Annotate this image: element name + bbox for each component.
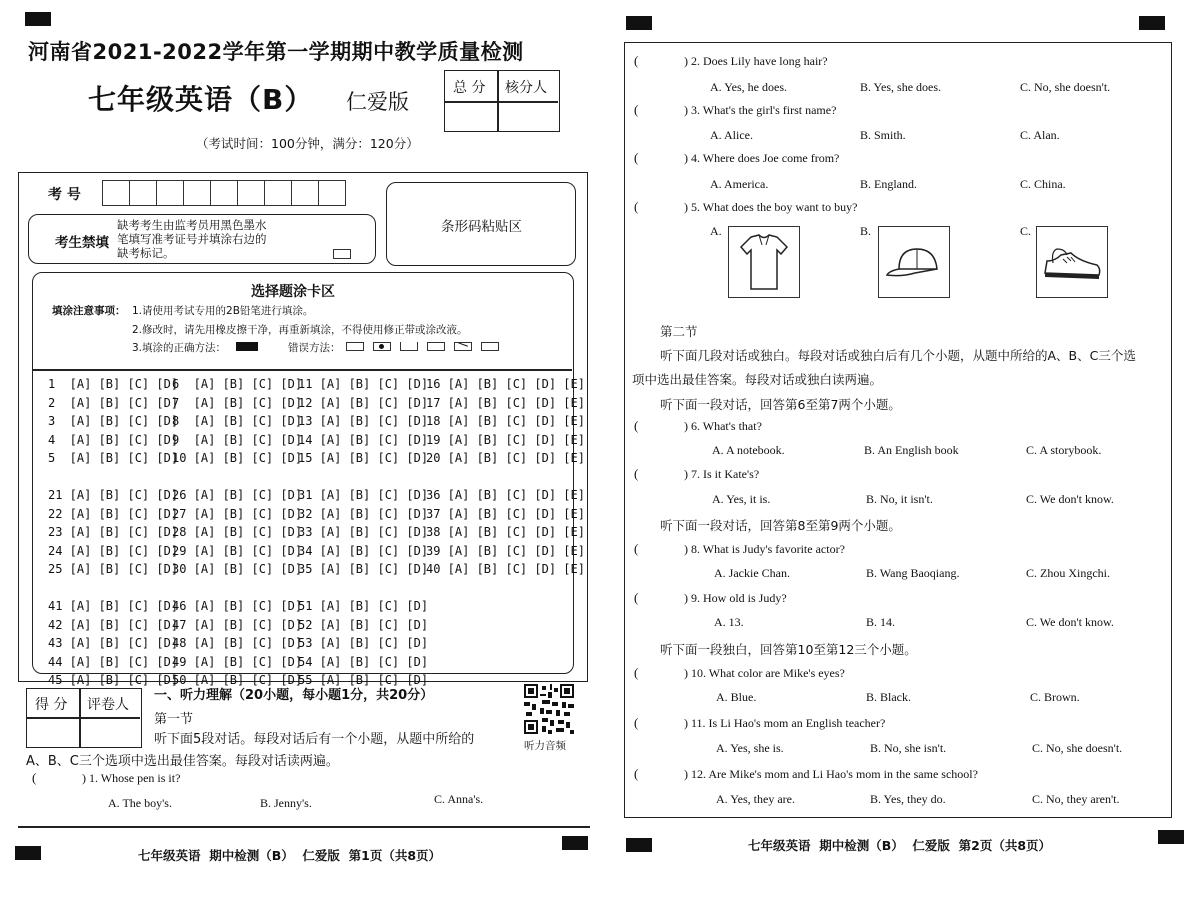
alignment-mark [562,836,588,850]
answer-paren[interactable]: ( [32,770,37,785]
question-1: ) 1. Whose pen is it? [82,771,181,785]
q12-option-b: B. Yes, they do. [870,792,946,806]
total-score-table [444,70,560,132]
question-6: ) 6. What's that? [684,419,762,433]
page1-bottom-rule [18,826,590,828]
q2-option-b: B. Yes, she does. [860,80,942,94]
q9-option-b: B. 14. [866,615,896,629]
exam-no-label: 考 号 [48,187,81,203]
answer-paren[interactable]: ( [634,665,639,680]
q6-option-c: C. A storybook. [1026,443,1102,457]
checker-label: 核分人 [505,80,547,96]
question-3: ) 3. What's the girl's first name? [684,103,837,117]
answer-paren[interactable]: ( [634,102,639,117]
exam-info: （考试时间：100分钟，满分：120分） [196,136,419,151]
q9-option-a: A. 13. [714,615,744,629]
answer-grid-col-4[interactable]: 16 [A] [B] [C] [D] [E] 17 [A] [B] [C] [D] [E] 18 [A] [B] [C] [D] [E] 19 [A] [B] [C] [D] [E] 20 [A] [B] [C] [D] [E] 36 [A] [B] [C] [D] [E] 37 [A] [B] [C] [D] [E] 38 [A] [B] [C] [D] [E] 39 [A] [B] [C] [D] [E] 40 [A] [B] [C] [D] [E] [426,377,585,576]
q1-option-c: C. Anna's. [434,792,484,806]
section1-desc-1: 听下面5段对话。每段对话后有一个小题，从题中所给的 [154,732,475,747]
answer-paren[interactable]: ( [634,150,639,165]
q11-option-c: C. No, she doesn't. [1032,741,1123,755]
edition-label: 仁爱版 [346,90,409,114]
section1-title: 第一节 [154,712,194,727]
question-5: ) 5. What does the boy want to buy? [684,200,858,214]
answer-grid-col-1[interactable]: 1 [A] [B] [C] [D] 2 [A] [B] [C] [D] 3 [A] [B] [C] [D] 4 [A] [B] [C] [D] 5 [A] [B] [C] [D] 21 [A] [B] [C] [D] 22 [A] [B] [C] [D] 23 [A] [B] [C] [D] 24 [A] [B] [C] [D] 25 [A] [B] [C] [D] 41 [A] [B] [C] [D] 42 [A] [B] [C] [D] 43 [A] [B] [C] [D] 44 [A] [B] [C] [D] 45 [A] [B] [C] [D] [48,377,179,687]
question-11: ) 11. Is Li Hao's mom an English teacher? [684,716,886,730]
section1-desc-2: A、B、C三个选项中选出最佳答案。每段对话读两遍。 [26,754,339,769]
question-7: ) 7. Is it Kate's? [684,467,760,481]
section-text: 项中选出最佳答案。每段对话或独白读两遍。 [632,372,883,387]
instruction-3: 3.填涂的正确方法： [132,342,227,354]
q11-option-a: A. Yes, she is. [716,741,784,755]
q8-option-c: C. Zhou Xingchi. [1026,566,1110,580]
q8-option-a: A. Jackie Chan. [714,566,790,580]
q5-option-c: C. [1020,224,1032,238]
question-9: ) 9. How old is Judy? [684,591,787,605]
q1-option-a: A. The boy's. [108,796,172,810]
qr-label: 听力音频 [524,740,566,752]
answer-card-title: 选择题涂卡区 [251,284,335,300]
answer-paren[interactable]: ( [634,541,639,556]
q10-option-a: A. Blue. [716,690,757,704]
page1-footer: 七年级英语 期中检测（B） 仁爱版 第1页（共8页） [138,848,442,863]
instruction-2: 2.修改时，请先用橡皮擦干净，再重新填涂，不得使用修正带或涂改液。 [132,324,468,336]
q8-option-b: B. Wang Baoqiang. [866,566,960,580]
correct-fill-example [236,342,258,351]
grader-score-box [26,688,142,748]
q12-option-a: A. Yes, they are. [716,792,795,806]
q4-option-c: C. China. [1020,177,1066,191]
exam-subtitle: 七年级英语（B） [88,83,314,116]
absent-mark-box[interactable] [333,249,351,259]
q7-option-a: A. Yes, it is. [712,492,771,506]
barcode-area [386,182,576,266]
q5-option-a: A. [710,224,722,238]
q3-option-c: C. Alan. [1020,128,1060,142]
q9-option-c: C. We don't know. [1026,615,1114,629]
answer-paren[interactable]: ( [634,53,639,68]
section-text: 听下面一段对话，回答第8至第9两个小题。 [660,518,901,533]
q7-option-b: B. No, it isn't. [866,492,933,506]
wrong-fill-examples [346,342,499,351]
q3-option-b: B. Smith. [860,128,906,142]
q6-option-b: B. An English book [864,443,959,457]
section-text: 听下面几段对话或独白。每段对话或独白后有几个小题，从题中所给的A、B、C三个选 [660,348,1136,363]
alignment-mark [15,846,41,860]
answer-paren[interactable]: ( [634,590,639,605]
section-text: 听下面一段独白，回答第10至第12三个小题。 [660,642,917,657]
instructions-label: 填涂注意事项： [52,305,126,317]
cap-icon [879,227,949,297]
answer-paren[interactable]: ( [634,466,639,481]
alignment-mark [1158,830,1184,844]
alignment-mark [1139,16,1165,30]
section-text: 听下面一段对话，回答第6至第7两个小题。 [660,397,901,412]
wrong-method-label: 错误方法： [288,342,341,354]
qr-code-icon [524,684,574,734]
q11-option-b: B. No, she isn't. [870,741,947,755]
question-10: ) 10. What color are Mike's eyes? [684,666,845,680]
alignment-mark [626,16,652,30]
q6-option-a: A. A notebook. [712,443,785,457]
q4-option-b: B. England. [860,177,917,191]
question-2: ) 2. Does Lily have long hair? [684,54,828,68]
question-12: ) 12. Are Mike's mom and Li Hao's mom in the same school? [684,767,978,781]
total-score-label: 总 分 [453,80,486,96]
shoes-picture [1036,226,1108,298]
answer-paren[interactable]: ( [634,766,639,781]
answer-paren[interactable]: ( [634,418,639,433]
barcode-label: 条形码粘贴区 [441,219,522,235]
tshirt-icon [729,227,799,297]
answer-paren[interactable]: ( [634,199,639,214]
grader-label: 评卷人 [87,697,129,713]
q12-option-c: C. No, they aren't. [1032,792,1120,806]
answer-grid-col-2[interactable]: 6 [A] [B] [C] [D] 7 [A] [B] [C] [D] 8 [A] [B] [C] [D] 9 [A] [B] [C] [D] 10 [A] [B] [C] [D] 26 [A] [B] [C] [D] 27 [A] [B] [C] [D] 28 [A] [B] [C] [D] 29 [A] [B] [C] [D] 30 [A] [B] [C] [D] 46 [A] [B] [C] [D] 47 [A] [B] [C] [D] 48 [A] [B] [C] [D] 49 [A] [B] [C] [D] 50 [A] [B] [C] [D] [172,377,303,687]
q10-option-b: B. Black. [866,690,911,704]
q1-option-b: B. Jenny's. [260,796,312,810]
forbidden-label: 考生禁填 [55,235,109,251]
forbidden-note: 缺考考生由监考员用黑色墨水 笔填写准考证号并填涂右边的 缺考标记。 [117,218,267,260]
q2-option-c: C. No, she doesn't. [1020,80,1111,94]
alignment-mark [25,12,51,26]
question-4: ) 4. Where does Joe come from? [684,151,840,165]
instruction-1: 1.请使用考试专用的2B铅笔进行填涂。 [132,305,314,317]
forbidden-box [28,214,376,264]
q3-option-a: A. Alice. [710,128,753,142]
exam-no-cells[interactable] [102,180,345,206]
cap-picture [878,226,950,298]
tshirt-picture [728,226,800,298]
q2-option-a: A. Yes, he does. [710,80,788,94]
score-label: 得 分 [35,697,68,713]
answer-grid-col-3[interactable]: 11 [A] [B] [C] [D] 12 [A] [B] [C] [D] 13 [A] [B] [C] [D] 14 [A] [B] [C] [D] 15 [A] [B] [C] [D] 31 [A] [B] [C] [D] 32 [A] [B] [C] [D] 33 [A] [B] [C] [D] 34 [A] [B] [C] [D] 35 [A] [B] [C] [D] 51 [A] [B] [C] [D] 52 [A] [B] [C] [D] 53 [A] [B] [C] [D] 54 [A] [B] [C] [D] 55 [A] [B] [C] [D] [298,377,429,687]
section-text: 第二节 [660,324,698,339]
q10-option-c: C. Brown. [1030,690,1080,704]
question-8: ) 8. What is Judy's favorite actor? [684,542,845,556]
exam-title: 河南省2021-2022学年第一学期期中教学质量检测 [28,40,524,64]
alignment-mark [626,838,652,852]
sneaker-icon [1037,227,1107,297]
part1-title: 一、听力理解（20小题，每小题1分，共20分） [154,688,434,703]
q7-option-c: C. We don't know. [1026,492,1114,506]
answer-paren[interactable]: ( [634,715,639,730]
q4-option-a: A. America. [710,177,769,191]
q5-option-b: B. [860,224,872,238]
page2-footer: 七年级英语 期中检测（B） 仁爱版 第2页（共8页） [748,838,1052,853]
